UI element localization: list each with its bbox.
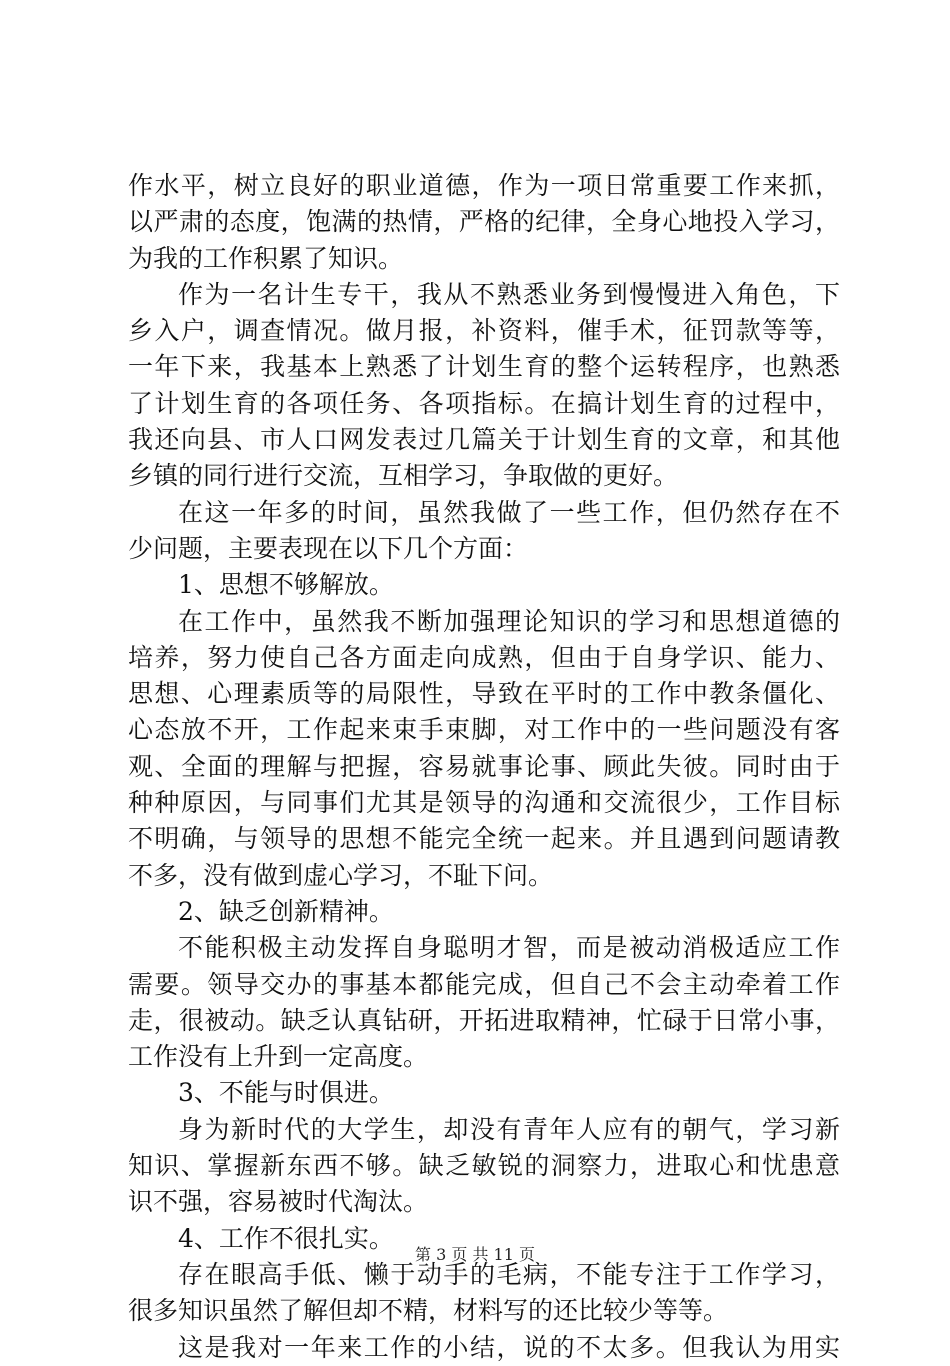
text-line: 培养，努力使自己各方面走向成熟，但由于自身学识、能力、 (128, 642, 840, 672)
text-line: 工作没有上升到一定高度。 (128, 1042, 429, 1072)
text-line: 在这一年多的时间，虽然我做了一些工作，但仍然存在不 (178, 497, 840, 527)
text-line: 1、思想不够解放。 (178, 570, 394, 600)
text-line: 心态放不开，工作起来束手束脚，对工作中的一些问题没有客 (128, 715, 840, 745)
text-line: 身为新时代的大学生，却没有青年人应有的朝气，学习新 (178, 1114, 840, 1144)
text-line: 思想、心理素质等的局限性，导致在平时的工作中教条僵化、 (128, 679, 840, 709)
text-line: 2、缺乏创新精神。 (178, 896, 394, 926)
text-line: 我还向县、市人口网发表过几篇关于计划生育的文章，和其他 (128, 425, 840, 455)
text-line: 很多知识虽然了解但却不精，材料写的还比较少等等。 (128, 1296, 729, 1326)
text-line: 少问题，主要表现在以下几个方面： (128, 533, 529, 563)
text-line: 以严肃的态度，饱满的热情，严格的纪律，全身心地投入学习， (128, 207, 840, 237)
text-line: 这是我对一年来工作的小结，说的不太多。但我认为用实 (178, 1332, 840, 1362)
text-line: 需要。领导交办的事基本都能完成，但自己不会主动牵着工作 (128, 969, 840, 999)
text-line: 在工作中，虽然我不断加强理论知识的学习和思想道德的 (178, 606, 840, 636)
text-line: 为我的工作积累了知识。 (128, 243, 404, 273)
text-line: 不能积极主动发挥自身聪明才智，而是被动消极适应工作 (178, 933, 840, 963)
text-line: 知识、掌握新东西不够。缺乏敏锐的洞察力，进取心和忧患意 (128, 1151, 840, 1181)
text-line: 作为一名计生专干，我从不熟悉业务到慢慢进入角色，下 (178, 279, 840, 309)
text-line: 乡入户，调查情况。做月报，补资料，催手术，征罚款等等， (128, 316, 840, 346)
page-footer: 第 3 页 共 11 页 (415, 1245, 535, 1264)
text-line: 走，很被动。缺乏认真钻研，开拓进取精神，忙碌于日常小事， (128, 1005, 840, 1035)
text-line: 4、工作不很扎实。 (178, 1223, 394, 1253)
text-line: 观、全面的理解与把握，容易就事论事、顾此失彼。同时由于 (128, 751, 840, 781)
text-line: 不多，没有做到虚心学习，不耻下问。 (128, 860, 554, 890)
text-line: 3、不能与时俱进。 (178, 1078, 394, 1108)
text-line: 不明确，与领导的思想不能完全统一起来。并且遇到问题请教 (128, 824, 840, 854)
text-line: 乡镇的同行进行交流，互相学习，争取做的更好。 (128, 461, 679, 491)
text-line: 了计划生育的各项任务、各项指标。在搞计划生育的过程中， (128, 388, 840, 418)
text-line: 一年下来，我基本上熟悉了计划生育的整个运转程序，也熟悉 (128, 352, 840, 382)
text-line: 种种原因，与同事们尤其是领导的沟通和交流很少，工作目标 (128, 788, 840, 818)
text-line: 存在眼高手低、懒于动手的毛病，不能专注于工作学习， (178, 1259, 840, 1289)
document-body (128, 168, 840, 1366)
text-line: 作水平，树立良好的职业道德，作为一项日常重要工作来抓， (128, 171, 840, 200)
text-line: 识不强，容易被时代淘汰。 (128, 1187, 429, 1217)
